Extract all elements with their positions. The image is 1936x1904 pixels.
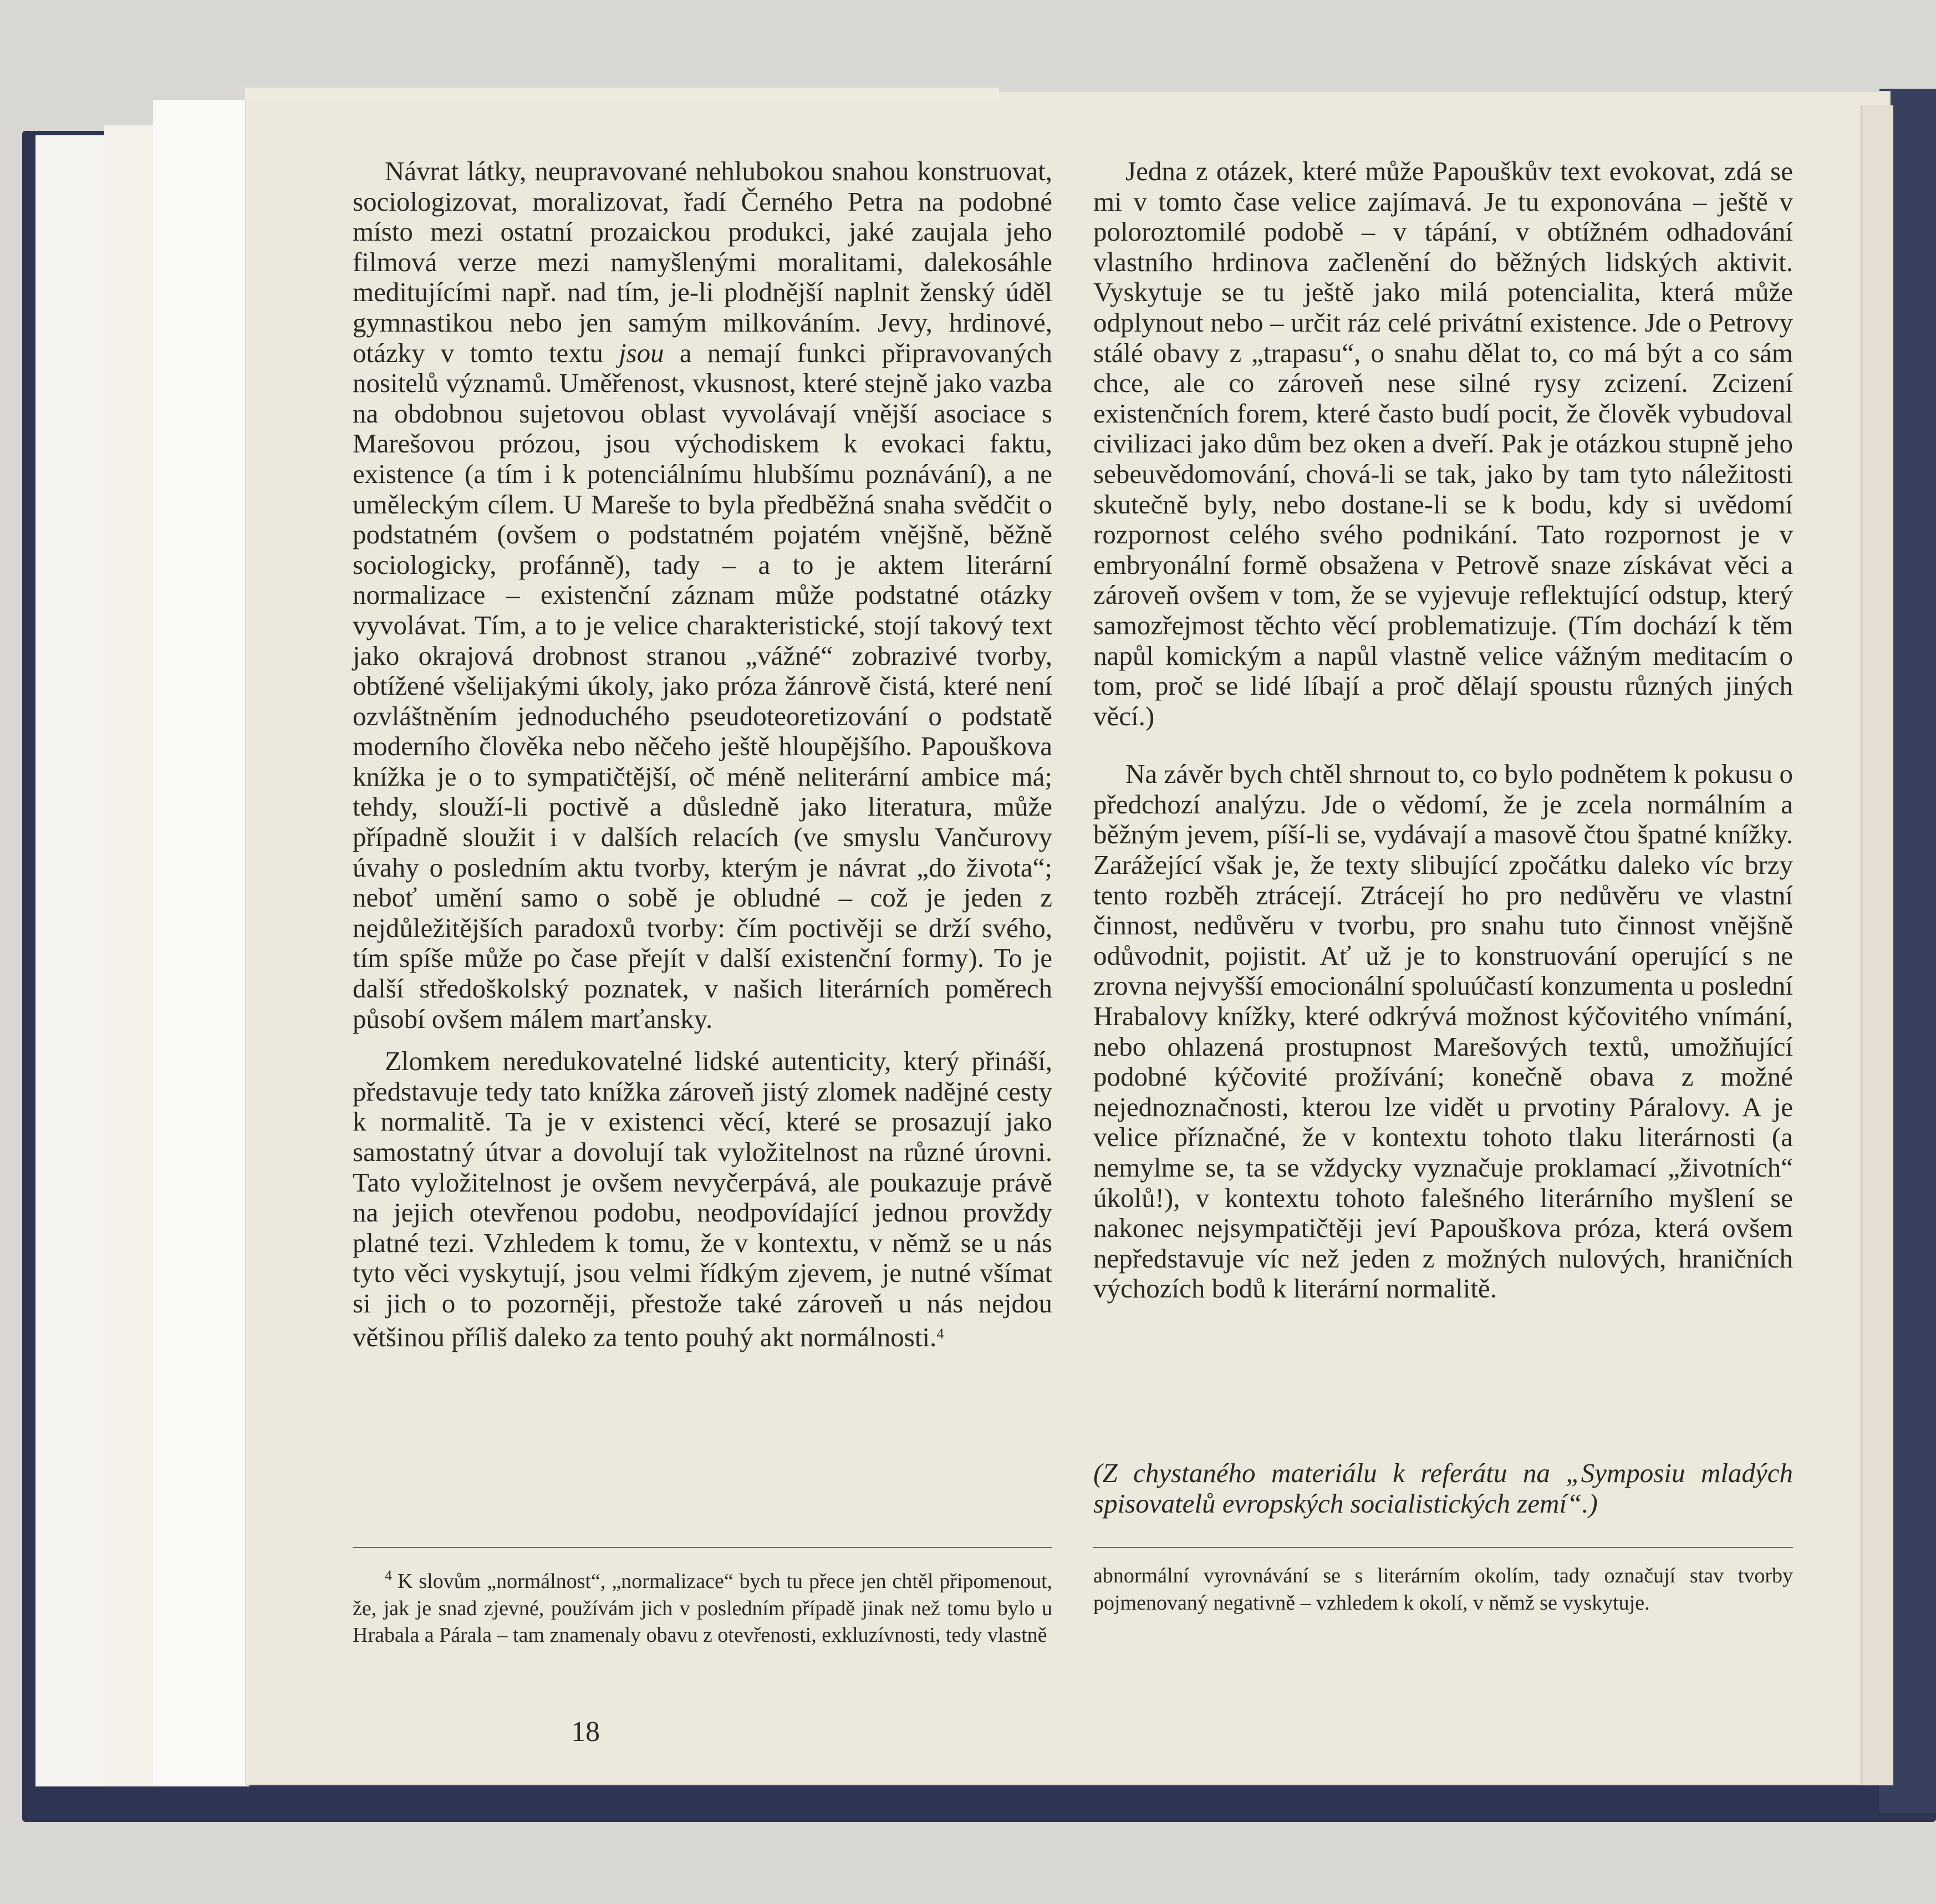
paragraph (1093, 759, 1793, 1304)
paragraph (353, 1046, 1052, 1352)
paragraph (1093, 156, 1793, 731)
emphasis-text: jsou (619, 337, 664, 368)
paragraph-text: Návrat látky, neupravované nehlubokou snahou konstruovat, sociologizovat, moralizovat, řadí Černého Petra na podobné místo mezi ostatní prozaickou produkci, jaké zaujala jeho filmová verze mezi namyšlenými moralitami, dalekosáhle meditujícími např. nad tím, je-li plodnější naplnit ženský úděl gymnastikou nebo jen samým milkováním. Jevy, hrdinové, otázky v tomto textu (353, 156, 1052, 368)
paragraph (353, 156, 1052, 1034)
footnote-marker: 4 (385, 1567, 392, 1584)
paragraph-text: Zlomkem neredukovatelné lidské autenticity, který přináší, představuje tedy tato knížka zároveň jistý zlomek nadějné cesty k normalitě. Ta je v existenci věcí, které se prosazují jako samostatný útvar a dovolují tak vyložitelnost na různé úrovni. Tato vyložitelnost je ovšem nevyčerpává, ale poukazuje právě na jejich otevřenou podobu, neodpovídající jednou provždy platné tezi. Vzhledem k tomu, že v kontextu, v němž se u nás tyto věci vyskytují, jsou velmi řídkým zjevem, je nutné všímat si jich o to pozorněji, přestože také zároveň u nás nejdou většinou příliš daleko za tento pouhý akt normálnosti. (353, 1046, 1052, 1352)
page-stack-sheet (153, 100, 254, 1785)
paragraph-text: Na závěr bych chtěl shrnout to, co bylo podnětem k pokusu o předchozí analýzu. Jde o vědomí, že je zcela normálním a běžným jevem, píší-li se, vydávají a masově čtou špatné knížky. Zarážející však je, že texty slibující zpočátku daleko víc brzy tento rozběh ztrácejí. Ztrácejí ho pro nedůvěru ve vlastní činnost, nedůvěru v tvorbu, pro snahu tuto činnost vnějšně odůvodnit, pojistit. Ať už je to konstruování operující s ne zrovna nejvyšší emocionální spoluúčastí konzumenta u poslední Hrabalovy knížky, které odkrývá možnost kýčovitého vnímání, nebo ohlazená prostupnost Marešových textů, umožňující podobné kýčovité prožívání; konečně obava z možné nejednoznačnosti, kterou lze vidět u prvotiny Páralovy. A je velice příznačné, že v kontextu tohoto tlaku literárnosti (a nemylme se, ta se vždycky vyznačuje proklamací „životních“ úkolů!), v kontextu tohoto falešného literárního myšlení se nakonec nejsympatičtěji jeví Papouškova próza, která ovšem nepředstavuje víc než jeden z možných nulových, hraničních výchozích bodů k literární normalitě. (1093, 758, 1793, 1304)
footnote-continuation: abnormální vyrovnávání se s literárním okolím, tady označují stav tvorby pojmenovaný negativně – vzhledem k okolí, v němž se vyskytuje. (1093, 1564, 1793, 1615)
footnote-divider (353, 1547, 1052, 1548)
left-text-column (353, 156, 1052, 1352)
source-note: (Z chystaného materiálu k referátu na „Symposiu mladých spisovatelů evropských socialistických zemí“.) (1093, 1458, 1793, 1519)
footnote-divider (1093, 1547, 1793, 1548)
paragraph-text: a nemají funkci připravovaných nositelů významů. Uměřenost, vkusnost, které stejně jako vazba na obdobnou sujetovou oblast vyvolávají vnější asociace s Marešovou prózou, jsou východiskem k evokaci faktu, existence (a tím i k potenciálnímu hlubšímu poznávání), a ne uměleckým cílem. U Mareše to byla předběžná snaha svědčit o podstatném (ovšem o podstatném pojatém vnějšně, běžně sociologicky, profánně), tady – a to je aktem literární normalizace – existenční záznam může podstatné otázky vyvolávat. Tím, a to je velice charakteristické, stojí takový text jako okrajová drobnost stranou „vážné“ zobrazivé tvorby, obtížené všelijakými úkoly, jako próza žánrově čistá, které není ozvláštněním jednoduchého pseudoteoretizování o podstatě moderního člověka nebo něčeho ještě hloupějšího. Papouškova knížka je o to sympatičtější, oč méně neliterární ambice má; tehdy, slouží-li poctivě a důsledně jako literatura, může případně sloužit i v dalších relacích (ve smyslu Vančurovy úvahy o posledním aktu tvorby, kterým je návrat „do života“; neboť umění samo o sobě je obludné – což je jeden z nejdůležitějších paradoxů tvorby: čím poctivěji se drží svého, tím spíše může po čase přejít v další existenční formy). To je další středoškolský poznatek, v našich literárních poměrech působí ovšem málem marťansky. (353, 337, 1053, 1034)
footnote (353, 1562, 1052, 1649)
page-top-edge (245, 88, 999, 101)
page-number: 18 (571, 1716, 600, 1748)
right-text-column (1093, 156, 1793, 1304)
footnote-reference: 4 (936, 1325, 944, 1342)
next-page-edge (1861, 105, 1893, 1785)
paragraph-text: Jedna z otázek, které může Papouškův text evokovat, zdá se mi v tomto čase velice zajímavá. Je tu exponována – ještě v poloroztomilé podobě – v tápání, v obtížném odhadování vlastního hrdinova začlenění do běžných lidských aktivit. Vyskytuje se tu ještě jako milá potencialita, která může odplynout nebo – určit ráz celé privátní existence. Jde o Petrovy stálé obavy z „trapasu“, o snahu dělat to, co má být a co sám chce, ale co zároveň nese silné rysy zcizení. Zcizení existenčních forem, které často budí pocit, že člověk vybudoval civilizaci jako dům bez oken a dveří. Pak je otázkou stupně jeho sebeuvědomování, chová-li se tak, jako by tam tyto náležitosti skutečně byly, nebo dostane-li se k bodu, kdy si uvědomí rozpornost celého svého podnikání. Tato rozpornost je v embryonální formě obsažena v Petrově snaze získávat věci a zároveň ovšem v tom, že se vyjevuje reflektující odstup, který samozřejmost těchto věcí problematizuje. (Tím dochází k těm napůl komickým a napůl vlastně velice vážným meditacím o tom, proč se lidé líbají a proč dělají spoustu různých jiných věcí.) (1093, 156, 1793, 731)
footnote-text: K slovům „normálnost“, „normalizace“ bych tu přece jen chtěl připomenout, že, jak je snad zjevné, používám jich v posledním případě jinak než tomu bylo u Hrabala a Párala – tam znamenaly obavu z otevřenosti, exkluzívnosti, tedy vlastně (353, 1570, 1052, 1647)
